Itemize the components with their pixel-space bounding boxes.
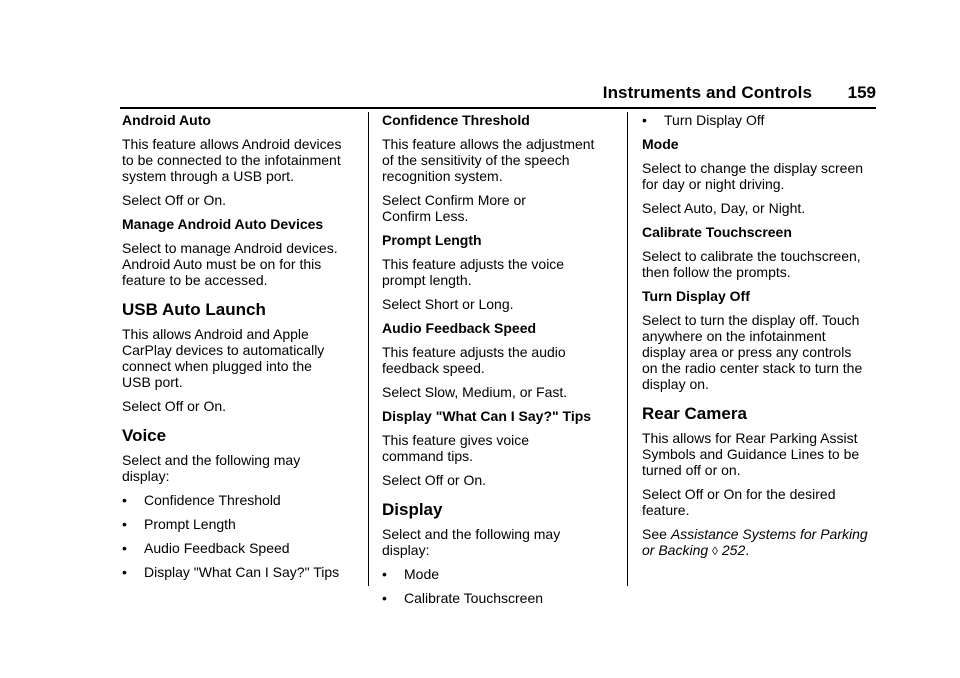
usb-auto-launch-text: This allows Android and Apple CarPlay devices to automatically connect when plugged into the USB port.	[122, 326, 325, 390]
page-reference-icon: ◊	[712, 544, 718, 558]
list-item: • Prompt Length	[122, 516, 236, 532]
audio-feedback-heading: Audio Feedback Speed	[382, 320, 537, 336]
tips-heading: Display "What Can I Say?" Tips	[382, 408, 592, 424]
tips-select: Select Off or On.	[382, 472, 487, 488]
rear-camera-text: This allows for Rear Parking Assist Symbols and Guidance Lines to be turned off or on.	[642, 430, 860, 478]
rear-camera-select: Select Off or On for the desired feature.	[642, 486, 836, 518]
list-item: • Turn Display Off	[642, 112, 765, 128]
header-title: Instruments and Controls	[602, 83, 812, 102]
list-item: • Audio Feedback Speed	[122, 540, 290, 556]
reference-page[interactable]: 252	[721, 542, 746, 558]
confidence-text: This feature allows the adjustment of the sensitivity of the speech recognition system.	[382, 136, 595, 184]
see-reference: See Assistance Systems for Parking or Backing ◊ 252.	[642, 526, 868, 558]
android-auto-select: Select Off or On.	[122, 192, 227, 208]
mode-heading: Mode	[642, 136, 679, 152]
header-rule	[120, 107, 876, 109]
bullet-glyph: •	[382, 566, 387, 582]
prompt-length-select: Select Short or Long.	[382, 296, 514, 312]
turn-display-off-text: Select to turn the display off. Touch anywhere on the infotainment display area or press any controls on the radio center stack to turn the display on.	[642, 312, 863, 392]
display-text: Select and the following may display:	[382, 526, 561, 558]
mode-text: Select to change the display screen for day or night driving.	[642, 160, 864, 192]
voice-heading: Voice	[122, 426, 167, 445]
column-2	[382, 112, 618, 614]
calibrate-heading: Calibrate Touchscreen	[642, 224, 792, 240]
list-item: • Confidence Threshold	[122, 492, 281, 508]
manage-android-text: Select to manage Android devices. Android Auto must be on for this feature to be accessed.	[122, 240, 338, 288]
usb-auto-launch-select: Select Off or On.	[122, 398, 227, 414]
bullet-glyph: •	[122, 540, 127, 556]
android-auto-text: This feature allows Android devices to be connected to the infotainment system through a USB port.	[122, 136, 342, 184]
reference-link[interactable]: Assistance Systems for Parking or Backing	[642, 526, 868, 558]
bullet-glyph: •	[122, 564, 127, 580]
column-1	[122, 112, 362, 588]
column-3	[642, 112, 882, 567]
turn-display-off-heading: Turn Display Off	[642, 288, 750, 304]
display-heading: Display	[382, 500, 443, 519]
column-divider-2	[627, 112, 628, 586]
manage-android-heading: Manage Android Auto Devices	[122, 216, 324, 232]
rear-camera-heading: Rear Camera	[642, 404, 747, 423]
audio-feedback-select: Select Slow, Medium, or Fast.	[382, 384, 568, 400]
tips-text: This feature gives voice command tips.	[382, 432, 530, 464]
list-item: • Mode	[382, 566, 440, 582]
calibrate-text: Select to calibrate the touchscreen, then follow the prompts.	[642, 248, 861, 280]
mode-select: Select Auto, Day, or Night.	[642, 200, 806, 216]
prompt-length-text: This feature adjusts the voice prompt length.	[382, 256, 565, 288]
bullet-glyph: •	[122, 492, 127, 508]
confidence-heading: Confidence Threshold	[382, 112, 530, 128]
android-auto-heading: Android Auto	[122, 112, 211, 128]
bullet-glyph: •	[122, 516, 127, 532]
column-divider-1	[368, 112, 369, 586]
list-item: • Display "What Can I Say?" Tips	[122, 564, 340, 580]
page-header	[120, 83, 876, 107]
bullet-glyph: •	[382, 590, 387, 606]
page-number: 159	[847, 83, 876, 102]
prompt-length-heading: Prompt Length	[382, 232, 482, 248]
audio-feedback-text: This feature adjusts the audio feedback speed.	[382, 344, 566, 376]
voice-text: Select and the following may display:	[122, 452, 301, 484]
usb-auto-launch-heading: USB Auto Launch	[122, 300, 266, 319]
bullet-glyph: •	[642, 112, 647, 128]
list-item: • Calibrate Touchscreen	[382, 590, 544, 606]
confidence-select: Select Confirm More or Confirm Less.	[382, 192, 526, 224]
